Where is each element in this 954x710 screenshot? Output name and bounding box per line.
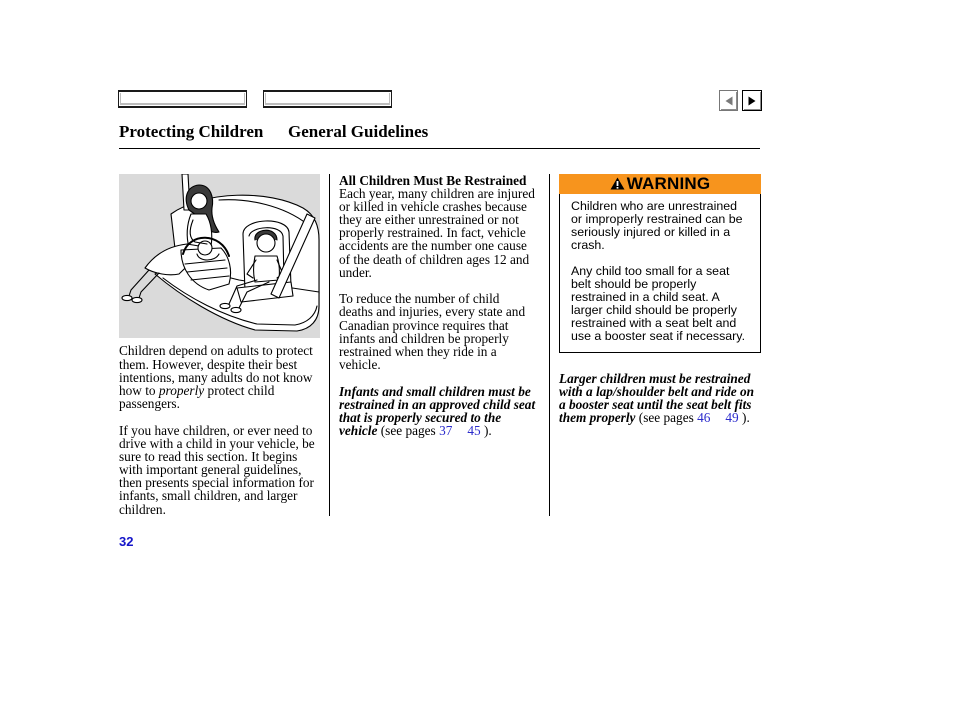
nav-button-2[interactable] [263, 90, 392, 108]
left-column-text [119, 344, 325, 515]
page-link[interactable]: 46 [697, 409, 711, 425]
emphasis-line: restrained in an approved child seat [339, 396, 536, 412]
nav-button-1[interactable] [118, 90, 247, 108]
emphasis-line: Larger children must be restrained [559, 370, 751, 386]
body-line: sure to read this section. It begins [119, 448, 298, 464]
warning-line: restrained with a seat belt and [571, 316, 737, 330]
body-line: infants and children be properly [339, 330, 509, 346]
warning-line: Any child too small for a seat [571, 264, 730, 278]
body-line: restrained when they ride in a [339, 343, 497, 359]
prev-page-button[interactable] [719, 90, 738, 111]
page-link[interactable]: 45 [467, 423, 481, 439]
emphasis-line: Infants and small children must be [339, 383, 531, 399]
body-line: accidents are the number one cause [339, 238, 527, 254]
emphasis-line: that is properly secured to the [339, 409, 502, 425]
body-line: infants, small children, and larger [119, 488, 298, 504]
reference-text: (see pages [635, 409, 698, 425]
body-line: or killed in vehicle crashes because [339, 198, 527, 214]
column-divider [549, 174, 550, 516]
body-line: To reduce the number of child [339, 291, 500, 307]
warning-line: crash. [571, 238, 605, 252]
emphasis-line [339, 424, 545, 437]
body-line: Each year, many children are injured [339, 185, 535, 201]
body-line: Children depend on adults to protect [119, 343, 313, 359]
warning-line: belt should be properly [571, 277, 697, 291]
warning-line: seriously injured or killed in a [571, 225, 731, 239]
body-line: drive with a child in your vehicle, be [119, 435, 315, 451]
paragraph-gap [339, 371, 545, 384]
warning-label: WARNING [626, 174, 711, 193]
emphasis-text: vehicle [339, 423, 378, 439]
warning-triangle-icon [610, 177, 625, 190]
body-line: Canadian province requires that [339, 317, 509, 333]
page-title: General Guidelines [288, 122, 429, 141]
next-page-button[interactable] [742, 90, 762, 111]
page-number: 32 [119, 534, 134, 549]
body-line: deaths and injuries, every state and [339, 304, 526, 320]
body-line: vehicle. [339, 357, 381, 373]
emphasis-line: with a lap/shoulder belt and ride on [559, 383, 755, 399]
booster-seat-note [559, 372, 754, 424]
body-line: with important general guidelines, [119, 462, 302, 478]
reference-text: ). [480, 423, 492, 439]
body-line: then presents special information for [119, 475, 314, 491]
triangle-left-icon [725, 96, 733, 106]
section-heading: All Children Must Be Restrained [339, 172, 527, 188]
child-seats-illustration [119, 174, 320, 338]
header-rule [119, 148, 760, 149]
emphasis-text: them properly [559, 409, 636, 425]
reference-text: (see pages [377, 423, 440, 439]
body-line: intentions, many adults do not know [119, 369, 313, 385]
warning-line: or improperly restrained can be [571, 212, 743, 226]
middle-column-text [339, 174, 545, 438]
body-line: If you have children, or ever need to [119, 422, 313, 438]
section-title: Protecting Children [119, 122, 264, 141]
triangle-right-icon [748, 96, 756, 106]
warning-header [559, 174, 761, 194]
warning-box [559, 174, 761, 353]
column-divider [329, 174, 330, 516]
emphasis-line: a booster seat until the seat belt fits [559, 396, 752, 412]
body-text: protect child [204, 382, 275, 398]
emphasis-line [559, 411, 754, 424]
body-line: of the death of children ages 12 and [339, 251, 530, 267]
warning-line: use a booster seat if necessary. [571, 329, 746, 343]
body-text: how to [119, 382, 159, 398]
reference-text: ). [738, 409, 750, 425]
warning-line: Children who are unrestrained [571, 199, 737, 213]
warning-line: restrained in a child seat. A [571, 290, 720, 304]
body-line: passengers. [119, 396, 180, 412]
emphasis-text: properly [158, 382, 205, 398]
paragraph-gap [119, 410, 325, 423]
body-line: under. [339, 264, 372, 280]
page-link[interactable]: 37 [439, 423, 453, 439]
body-line: properly restrained. In fact, vehicle [339, 225, 526, 241]
warning-text [571, 200, 753, 343]
body-line: they are either unrestrained or not [339, 212, 519, 228]
page-link[interactable]: 49 [725, 409, 739, 425]
body-line: them. However, despite their best [119, 356, 298, 372]
body-line: children. [119, 501, 166, 517]
warning-line: larger child should be properly [571, 303, 737, 317]
